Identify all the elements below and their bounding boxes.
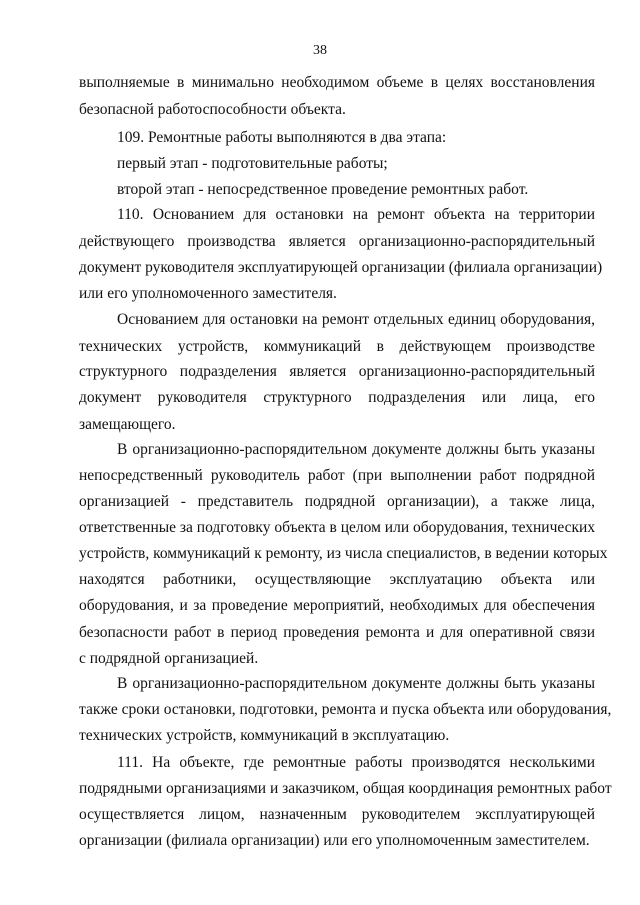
text-line: 109. Ремонтные работы выполняются в два этапа:: [117, 129, 447, 146]
text-line: технических устройств, коммуникаций в эксплуатацию.: [79, 727, 450, 744]
text-line: технических устройств, коммуникаций в действующем производстве: [79, 338, 595, 355]
text-line: безопасности работ в период проведения ремонта и для оперативной связи: [79, 624, 595, 641]
text-line: первый этап - подготовительные работы;: [117, 155, 388, 172]
text-line: документ руководителя структурного подразделения или лица, его: [79, 389, 595, 406]
text-line: В организационно-распорядительном документе должны быть указаны: [117, 441, 595, 458]
text-line: второй этап - непосредственное проведение ремонтных работ.: [117, 181, 529, 198]
text-line: выполняемые в минимально необходимом объеме в целях восстановления: [79, 74, 595, 91]
page-number: 38: [313, 43, 327, 58]
text-line: организацией - представитель подрядной организации), а также лица,: [79, 493, 595, 510]
text-line: документ руководителя эксплуатирующей организации (филиала организации): [79, 259, 603, 276]
text-line: осуществляется лицом, назначенным руководителем эксплуатирующей: [79, 806, 595, 823]
text-line: 111. На объекте, где ремонтные работы производятся несколькими: [117, 754, 595, 771]
text-line: 110. Основанием для остановки на ремонт объекта на территории: [117, 206, 595, 223]
text-line: подрядными организациями и заказчиком, общая координация ремонтных работ: [79, 780, 612, 797]
text-line: организации (филиала организации) или его уполномоченным заместителем.: [79, 832, 590, 849]
text-line: действующего производства является организационно-распорядительный: [79, 233, 595, 250]
text-line: ответственные за подготовку объекта в целом или оборудования, технических: [79, 519, 596, 536]
text-line: В организационно-распорядительном документе должны быть указаны: [117, 675, 595, 692]
text-line: безопасной работоспособности объекта.: [79, 101, 346, 118]
text-line: находятся работники, осуществляющие эксплуатацию объекта или: [79, 571, 595, 588]
text-line: устройств, коммуникаций к ремонту, из числа специалистов, в ведении которых: [79, 545, 608, 562]
text-line: Основанием для остановки на ремонт отдельных единиц оборудования,: [117, 311, 595, 328]
text-line: непосредственный руководитель работ (при выполнении работ подрядной: [79, 467, 595, 484]
text-line: или его уполномоченного заместителя.: [79, 285, 337, 302]
text-line: замещающего.: [79, 416, 176, 433]
text-line: оборудования, и за проведение мероприятий, необходимых для обеспечения: [79, 597, 595, 614]
text-line: также сроки остановки, подготовки, ремонта и пуска объекта или оборудования,: [79, 701, 612, 718]
text-line: с подрядной организацией.: [79, 650, 259, 667]
text-line: структурного подразделения является организационно-распорядительный: [79, 363, 595, 380]
